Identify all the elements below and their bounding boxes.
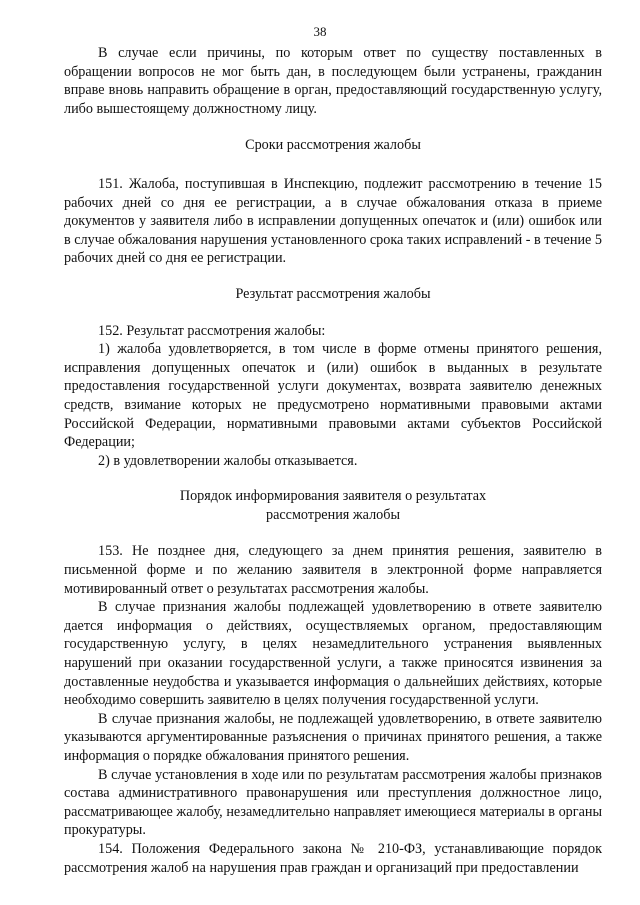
paragraph-154: 154. Положения Федерального закона № 210-ФЗ, устанавливающие порядок рассмотрения жалоб на нарушения прав граждан и организаций при предоставлении	[64, 840, 602, 876]
paragraph-satisfied: В случае признания жалобы подлежащей удовлетворению в ответе заявителю дается информация о действиях, осуществляемых органом, предоставляющим государственную услугу, в целях незамедлительного устранения выявленных нарушений при оказании государственной услуги, а также приносятся извинения за доставленные неудобства и указывается информация о дальнейших действиях, которые необходимо совершить заявителю в целях получения государственной услуги.	[64, 599, 602, 709]
page-number: 38	[313, 24, 327, 39]
paragraph-violation: В случае установления в ходе или по результатам рассмотрения жалобы признаков состава административного правонарушения или преступления должностное лицо, рассматривающее жалобу, незамедлительно направляет имеющиеся материалы в органы прокуратуры.	[64, 766, 602, 839]
heading-result: Результат рассмотрения жалобы	[235, 285, 431, 302]
paragraph-152: 152. Результат рассмотрения жалобы:	[98, 322, 326, 339]
result-item-2: 2) в удовлетворении жалобы отказывается.	[98, 452, 358, 469]
paragraph-not-satisfied: В случае признания жалобы, не подлежащей удовлетворению, в ответе заявителю указываются аргументированные разъяснения о причинах принятого решения, а также информация о порядке обжалования принятого решения.	[64, 710, 602, 764]
heading-inform-line-1: Порядок информирования заявителя о результатах	[179, 488, 487, 505]
paragraph-151: 151. Жалоба, поступившая в Инспекцию, подлежит рассмотрению в течение 15 рабочих дней со дня ее регистрации, а в случае обжалования отказа в приеме документов у заявителя либо в исправлении допущенных опечаток и (или) ошибок или в случае обжалования нарушения установленного срока таких исправлений - в течение 5 рабочих дней со дня ее регистрации.	[64, 175, 602, 267]
heading-inform	[64, 487, 602, 524]
paragraph-153: 153. Не позднее дня, следующего за днем принятия решения, заявителю в письменной форме и по желанию заявителя в электронной форме направляется мотивированный ответ о результатах рассмотрения жалобы.	[64, 543, 602, 597]
heading-inform-line-2: рассмотрения жалобы	[265, 506, 401, 523]
intro-paragraph: В случае если причины, по которым ответ по существу поставленных в обращении вопросов не мог быть дан, в последующем были устранены, гражданин вправе вновь направить обращение в орган, предоставляющий государственную услугу, либо вышестоящему должностному лицу.	[64, 45, 602, 117]
document-body	[64, 44, 602, 877]
result-item-1: 1) жалоба удовлетворяется, в том числе в форме отмены принятого решения, исправления допущенных опечаток и (или) ошибок в выданных в результате предоставления государственной услуги документах, возврата заявителю денежных средств, взимание которых не предусмотрено нормативными правовыми актами Российской Федерации, нормативными правовыми актами субъектов Российской Федерации;	[64, 341, 602, 451]
heading-terms: Сроки рассмотрения жалобы	[245, 137, 421, 154]
